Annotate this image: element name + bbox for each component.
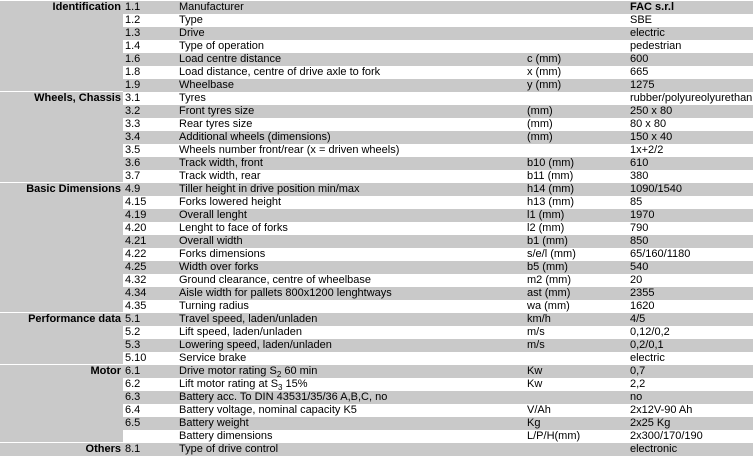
spec-unit: Kg	[525, 417, 628, 430]
spec-description: Overall lenght	[177, 209, 525, 222]
spec-code: 3.1	[123, 92, 177, 105]
spec-code: 6.4	[123, 404, 177, 417]
spec-code: 4.21	[123, 235, 177, 248]
spec-unit: y (mm)	[525, 79, 628, 92]
spec-code: 4.34	[123, 287, 177, 300]
spec-code: 3.4	[123, 131, 177, 144]
spec-value: 2355	[628, 287, 753, 300]
spec-code: 4.22	[123, 248, 177, 261]
spec-unit: L/P/H(mm)	[525, 430, 628, 443]
spec-code: 1.3	[123, 27, 177, 40]
spec-code: 1.8	[123, 66, 177, 79]
spec-value: 0,12/0,2	[628, 326, 753, 339]
spec-description-subscript: 2	[276, 369, 282, 378]
spec-code: 4.25	[123, 261, 177, 274]
spec-code: 1.2	[123, 14, 177, 27]
spec-value: SBE	[628, 14, 753, 27]
spec-description: Load centre distance	[177, 53, 525, 66]
spec-code	[123, 430, 177, 443]
spec-description	[177, 378, 525, 391]
spec-unit: l1 (mm)	[525, 209, 628, 222]
spec-unit: Kw	[525, 365, 628, 378]
spec-unit: x (mm)	[525, 66, 628, 79]
spec-unit: h14 (mm)	[525, 183, 628, 196]
spec-unit: (mm)	[525, 105, 628, 118]
section-title: Wheels, Chassis	[0, 92, 123, 183]
spec-code: 4.15	[123, 196, 177, 209]
spec-description: Battery dimensions	[177, 430, 525, 443]
spec-unit: km/h	[525, 313, 628, 326]
section-title: Performance data	[0, 313, 123, 365]
spec-description: Battery weight	[177, 417, 525, 430]
spec-description: Service brake	[177, 352, 525, 365]
spec-unit	[525, 391, 628, 404]
spec-row	[0, 1, 753, 14]
spec-value: 0,2/0,1	[628, 339, 753, 352]
spec-value: 540	[628, 261, 753, 274]
spec-unit	[525, 40, 628, 53]
spec-unit: m/s	[525, 326, 628, 339]
spec-code: 4.20	[123, 222, 177, 235]
spec-unit	[525, 1, 628, 14]
spec-code: 1.9	[123, 79, 177, 92]
spec-code: 4.35	[123, 300, 177, 313]
spec-value: 790	[628, 222, 753, 235]
section-title: Others	[0, 443, 123, 457]
spec-unit: b1 (mm)	[525, 235, 628, 248]
spec-description: Battery voltage, nominal capacity K5	[177, 404, 525, 417]
spec-unit: Kw	[525, 378, 628, 391]
spec-code: 3.5	[123, 144, 177, 157]
spec-description: Track width, rear	[177, 170, 525, 183]
spec-value: rubber/polyureolyurethan	[630, 91, 753, 104]
spec-unit	[525, 14, 628, 27]
spec-row	[0, 365, 753, 378]
spec-description: Type of drive control	[177, 443, 525, 457]
spec-unit: wa (mm)	[525, 300, 628, 313]
spec-description: Ground clearance, centre of wheelbase	[177, 274, 525, 287]
spec-unit: b10 (mm)	[525, 157, 628, 170]
spec-unit: V/Ah	[525, 404, 628, 417]
spec-row	[0, 443, 753, 457]
spec-unit: l2 (mm)	[525, 222, 628, 235]
spec-value: electronic	[628, 443, 753, 457]
spec-value: 2,2	[628, 378, 753, 391]
spec-code: 5.10	[123, 352, 177, 365]
spec-unit	[525, 352, 628, 365]
spec-unit: ast (mm)	[525, 287, 628, 300]
spec-row	[0, 92, 753, 105]
spec-unit: b11 (mm)	[525, 170, 628, 183]
spec-value: 85	[628, 196, 753, 209]
spec-value: 250 x 80	[628, 105, 753, 118]
spec-value: FAC s.r.l	[628, 1, 753, 14]
spec-value: 1620	[628, 300, 753, 313]
spec-value: 850	[628, 235, 753, 248]
spec-description: Wheelbase	[177, 79, 525, 92]
spec-code: 6.5	[123, 417, 177, 430]
spec-code: 6.2	[123, 378, 177, 391]
spec-description: Type of operation	[177, 40, 525, 53]
spec-description-suffix: 60 min	[281, 364, 318, 377]
spec-unit: c (mm)	[525, 53, 628, 66]
spec-description-text: Lift motor rating at S	[179, 377, 279, 390]
spec-description-subscript: 3	[278, 382, 283, 391]
spec-unit	[525, 443, 628, 457]
spec-description-text: Drive motor rating S	[179, 364, 277, 377]
spec-row	[0, 183, 753, 196]
spec-description: Overall width	[177, 235, 525, 248]
spec-code: 5.1	[123, 313, 177, 326]
spec-value: 2x300/170/190	[628, 430, 753, 443]
spec-value: 1090/1540	[628, 183, 753, 196]
spec-value: 1275	[628, 79, 753, 92]
spec-description: Rear tyres size	[177, 118, 525, 131]
spec-table-body	[0, 1, 753, 457]
spec-description: Width over forks	[177, 261, 525, 274]
spec-value: 610	[628, 157, 753, 170]
spec-description: Travel speed, laden/unladen	[177, 313, 525, 326]
spec-unit: m/s	[525, 339, 628, 352]
spec-description: Load distance, centre of drive axle to fork	[177, 66, 525, 79]
spec-code: 6.3	[123, 391, 177, 404]
spec-value: 20	[628, 274, 753, 287]
spec-unit: s/e/l (mm)	[525, 248, 628, 261]
spec-value: 1x+2/2	[628, 144, 753, 157]
spec-value: 380	[628, 170, 753, 183]
spec-value: 665	[628, 66, 753, 79]
section-title: Motor	[0, 365, 123, 443]
spec-description: Manufacturer	[177, 1, 525, 14]
spec-description: Track width, front	[177, 157, 525, 170]
spec-unit	[525, 92, 628, 105]
spec-row	[0, 313, 753, 326]
spec-unit	[525, 144, 628, 157]
spec-code: 3.2	[123, 105, 177, 118]
spec-description: Tyres	[177, 92, 525, 105]
spec-unit: h13 (mm)	[525, 196, 628, 209]
spec-description: Aisle width for pallets 800x1200 lenghtways	[177, 287, 525, 300]
section-title: Identification	[0, 1, 123, 92]
spec-code: 3.7	[123, 170, 177, 183]
spec-code: 6.1	[123, 365, 177, 378]
spec-description	[177, 365, 525, 378]
spec-value: 4/5	[628, 313, 753, 326]
spec-code: 4.19	[123, 209, 177, 222]
spec-value: 2x12V-90 Ah	[628, 404, 753, 417]
spec-description: Lowering speed, laden/unladen	[177, 339, 525, 352]
spec-code: 4.32	[123, 274, 177, 287]
spec-description: Wheels number front/rear (x = driven wheels)	[177, 144, 525, 157]
spec-value: no	[628, 391, 753, 404]
section-title: Basic Dimensions	[0, 183, 123, 313]
spec-description: Lift speed, laden/unladen	[177, 326, 525, 339]
spec-value: pedestrian	[628, 40, 753, 53]
spec-code: 4.9	[123, 183, 177, 196]
spec-value: 0,7	[628, 365, 753, 378]
spec-value: 65/160/1180	[628, 248, 753, 261]
spec-value: electric	[628, 352, 753, 365]
spec-description-suffix: 15%	[282, 377, 308, 390]
spec-unit	[525, 27, 628, 40]
spec-value: 80 x 80	[628, 118, 753, 131]
spec-code: 1.4	[123, 40, 177, 53]
spec-description: Tiller height in drive position min/max	[177, 183, 525, 196]
spec-value: 600	[628, 53, 753, 66]
spec-description: Front tyres size	[177, 105, 525, 118]
spec-code: 8.1	[123, 443, 177, 457]
spec-code: 1.1	[123, 1, 177, 14]
spec-code: 1.6	[123, 53, 177, 66]
spec-unit: b5 (mm)	[525, 261, 628, 274]
spec-value: 1970	[628, 209, 753, 222]
spec-value: electric	[628, 27, 753, 40]
spec-description: Forks dimensions	[177, 248, 525, 261]
spec-description: Additional wheels (dimensions)	[177, 131, 525, 144]
spec-description: Forks lowered height	[177, 196, 525, 209]
spec-description: Drive	[177, 27, 525, 40]
spec-description: Type	[177, 14, 525, 27]
spec-unit: (mm)	[525, 118, 628, 131]
spec-unit: (mm)	[525, 131, 628, 144]
spec-unit: m2 (mm)	[525, 274, 628, 287]
spec-code: 3.6	[123, 157, 177, 170]
spec-description: Lenght to face of forks	[177, 222, 525, 235]
spec-value: 150 x 40	[628, 131, 753, 144]
spec-code: 5.3	[123, 339, 177, 352]
spec-value: 2x25 Kg	[628, 417, 753, 430]
spec-code: 5.2	[123, 326, 177, 339]
spec-code: 3.3	[123, 118, 177, 131]
spec-description: Battery acc. To DIN 43531/35/36 A,B,C, no	[177, 391, 525, 404]
spec-description: Turning radius	[177, 300, 525, 313]
